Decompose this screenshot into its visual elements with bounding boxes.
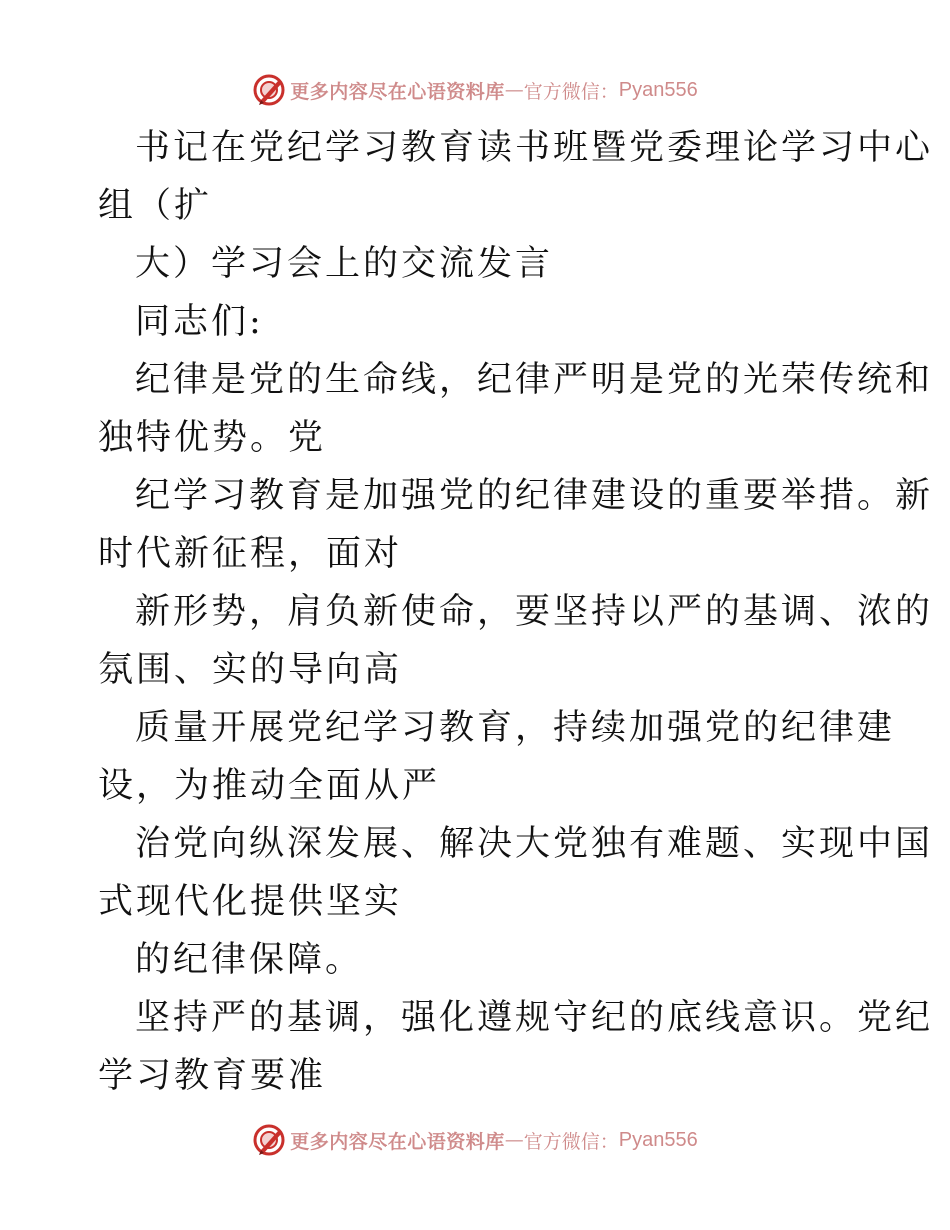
paragraph-line: 设，为推动全面从严 bbox=[98, 766, 441, 806]
paragraph-line: 新形势，肩负新使命，要坚持以严的基调、浓的 bbox=[135, 592, 934, 632]
paragraph-line: 时代新征程，面对 bbox=[98, 534, 403, 574]
watermark-separator: — bbox=[504, 79, 524, 101]
paragraph-line: 纪学习教育是加强党的纪律建设的重要举措。新 bbox=[135, 476, 934, 516]
title-line-1: 书记在党纪学习教育读书班暨党委理论学习中心 bbox=[135, 128, 934, 168]
watermark-contact-label: 官方微信： bbox=[523, 1130, 619, 1153]
watermark-contact-id: Pyan556 bbox=[618, 1128, 698, 1151]
paragraph-line: 质量开展党纪学习教育，持续加强党的纪律建 bbox=[135, 708, 896, 748]
paragraph-line: 的纪律保障。 bbox=[135, 940, 364, 980]
watermark-contact-id: Pyan556 bbox=[618, 78, 698, 101]
title-line-2: 组（扩 bbox=[98, 186, 213, 226]
pen-logo-icon bbox=[252, 73, 286, 107]
paragraph-line: 纪律是党的生命线，纪律严明是党的光荣传统和 bbox=[135, 360, 934, 400]
paragraph-line: 坚持严的基调，强化遵规守纪的底线意识。党纪 bbox=[135, 998, 934, 1038]
paragraph-line: 学习教育要准 bbox=[98, 1056, 327, 1096]
paragraph-line: 氛围、实的导向高 bbox=[98, 650, 403, 690]
watermark-separator: — bbox=[504, 1129, 524, 1151]
footer-watermark bbox=[0, 1120, 950, 1160]
paragraph-line: 独特优势。党 bbox=[98, 418, 327, 458]
watermark-text: 更多内容尽在心语资料库 bbox=[290, 1130, 505, 1153]
header-watermark bbox=[0, 70, 950, 110]
paragraph-line: 治党向纵深发展、解决大党独有难题、实现中国 bbox=[135, 824, 934, 864]
salutation: 同志们: bbox=[135, 302, 264, 342]
pen-logo-icon bbox=[252, 1123, 286, 1157]
paragraph-line: 式现代化提供坚实 bbox=[98, 882, 403, 922]
watermark-contact-label: 官方微信： bbox=[523, 80, 619, 103]
watermark-text: 更多内容尽在心语资料库 bbox=[290, 80, 505, 103]
title-line-3: 大）学习会上的交流发言 bbox=[135, 244, 554, 284]
